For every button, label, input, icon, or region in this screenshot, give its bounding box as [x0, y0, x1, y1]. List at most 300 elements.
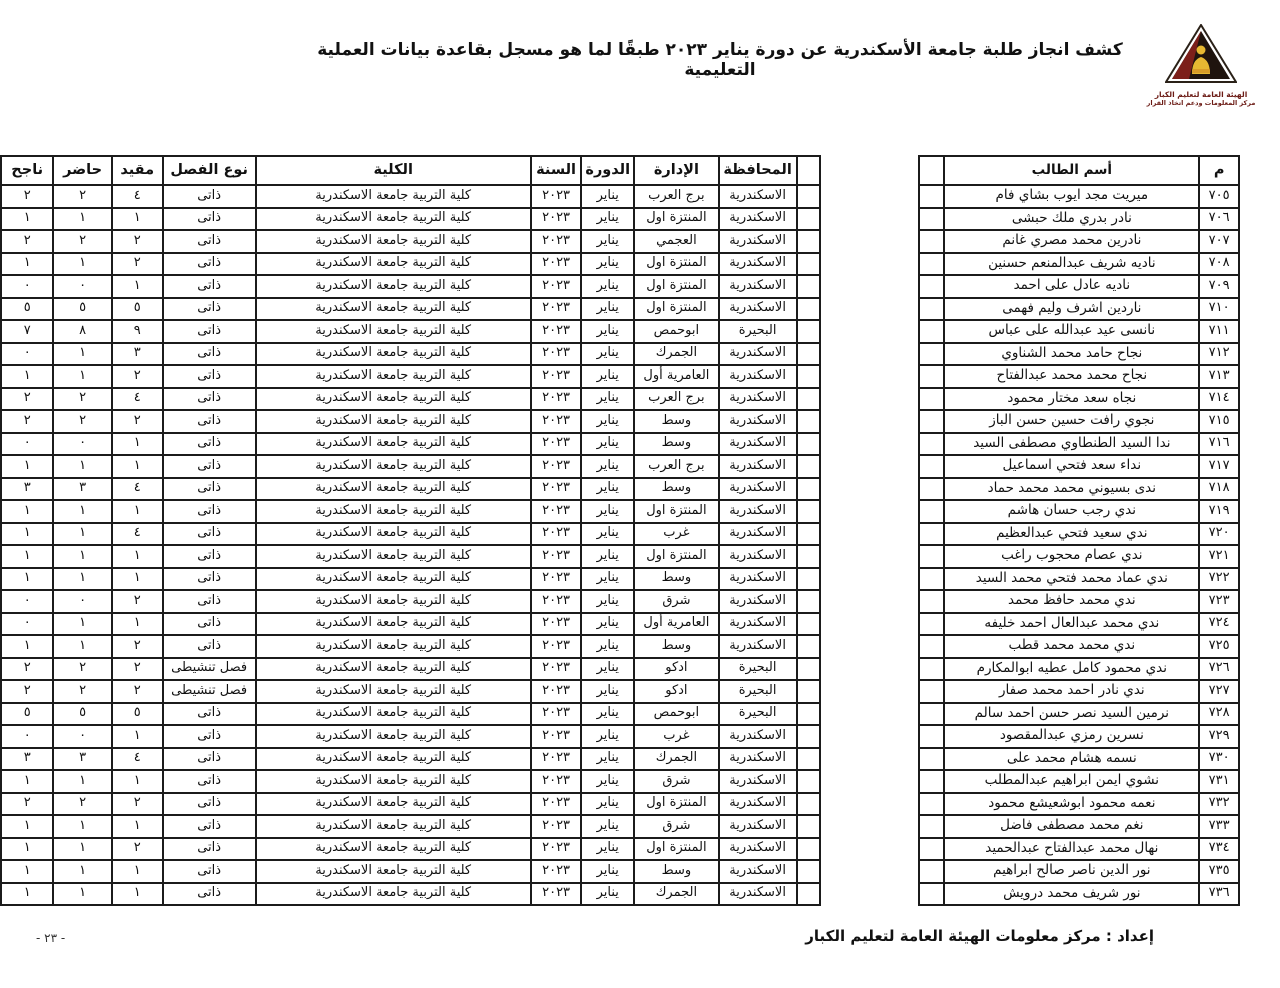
student-name-row	[919, 320, 1239, 343]
session-cell: يناير	[581, 208, 634, 231]
governorate-cell: الاسكندرية	[719, 523, 797, 546]
spacer-cell	[919, 815, 945, 838]
class-type-cell: ذاتى	[163, 275, 256, 298]
spacer-cell	[797, 838, 821, 861]
college-cell: كلية التربية جامعة الاسكندرية	[256, 320, 531, 343]
serial-cell: ٧٢٥	[1199, 635, 1239, 658]
passed-cell: ١	[1, 455, 53, 478]
administration-cell: ادكو	[634, 680, 719, 703]
spacer-cell	[797, 635, 821, 658]
class-type-cell: ذاتى	[163, 388, 256, 411]
year-cell: ٢٠٢٣	[531, 320, 582, 343]
serial-cell: ٧١٠	[1199, 298, 1239, 321]
session-cell: يناير	[581, 590, 634, 613]
header-year: السنة	[531, 156, 582, 185]
year-cell: ٢٠٢٣	[531, 793, 582, 816]
passed-cell: ١	[1, 523, 53, 546]
student-name-cell: نداء سعد فتحي اسماعيل	[944, 455, 1199, 478]
present-cell: ١	[53, 815, 111, 838]
present-cell: ١	[53, 500, 111, 523]
class-type-cell: ذاتى	[163, 523, 256, 546]
spacer-cell	[797, 703, 821, 726]
administration-cell: برج العرب	[634, 185, 719, 208]
college-cell: كلية التربية جامعة الاسكندرية	[256, 590, 531, 613]
header-row	[1, 156, 820, 185]
passed-cell: ٢	[1, 230, 53, 253]
student-name-row	[919, 185, 1239, 208]
year-cell: ٢٠٢٣	[531, 433, 582, 456]
student-details-row	[1, 478, 820, 501]
administration-cell: وسط	[634, 410, 719, 433]
governorate-cell: البحيرة	[719, 680, 797, 703]
enrolled-cell: ١	[112, 613, 163, 636]
governorate-cell: البحيرة	[719, 320, 797, 343]
administration-cell: ادكو	[634, 658, 719, 681]
college-cell: كلية التربية جامعة الاسكندرية	[256, 365, 531, 388]
enrolled-cell: ٢	[112, 590, 163, 613]
spacer-cell	[797, 410, 821, 433]
student-name-cell: نجاه سعد مختار محمود	[944, 388, 1199, 411]
passed-cell: ٢	[1, 680, 53, 703]
logo-org-line1: الهيئة العامة لتعليم الكبار	[1154, 90, 1248, 99]
student-name-row	[919, 433, 1239, 456]
class-type-cell: ذاتى	[163, 770, 256, 793]
administration-cell: الجمرك	[634, 883, 719, 906]
present-cell: ٠	[53, 275, 111, 298]
governorate-cell: الاسكندرية	[719, 883, 797, 906]
enrolled-cell: ١	[112, 455, 163, 478]
present-cell: ٣	[53, 748, 111, 771]
class-type-cell: ذاتى	[163, 208, 256, 231]
session-cell: يناير	[581, 185, 634, 208]
year-cell: ٢٠٢٣	[531, 388, 582, 411]
prepared-by-note: إعداد : مركز معلومات الهيئة العامة لتعليم الكبار	[805, 927, 1154, 945]
student-details-row	[1, 365, 820, 388]
present-cell: ٢	[53, 410, 111, 433]
class-type-cell: ذاتى	[163, 635, 256, 658]
student-name-cell: نور الدين ناصر صالح ابراهيم	[944, 860, 1199, 883]
present-cell: ٥	[53, 703, 111, 726]
passed-cell: ١	[1, 883, 53, 906]
spacer-cell	[797, 568, 821, 591]
year-cell: ٢٠٢٣	[531, 523, 582, 546]
administration-cell: المنتزة اول	[634, 545, 719, 568]
college-cell: كلية التربية جامعة الاسكندرية	[256, 860, 531, 883]
session-cell: يناير	[581, 298, 634, 321]
session-cell: يناير	[581, 793, 634, 816]
student-name-row	[919, 410, 1239, 433]
passed-cell: ٠	[1, 590, 53, 613]
students-table-area	[0, 155, 1240, 906]
passed-cell: ١	[1, 838, 53, 861]
student-name-row	[919, 230, 1239, 253]
passed-cell: ٥	[1, 703, 53, 726]
present-cell: ٠	[53, 590, 111, 613]
student-details-row	[1, 770, 820, 793]
spacer-cell	[797, 793, 821, 816]
student-name-row	[919, 545, 1239, 568]
student-name-cell: نعمه محمود ابوشعيشع محمود	[944, 793, 1199, 816]
year-cell: ٢٠٢٣	[531, 725, 582, 748]
class-type-cell: ذاتى	[163, 230, 256, 253]
college-cell: كلية التربية جامعة الاسكندرية	[256, 770, 531, 793]
student-name-row	[919, 523, 1239, 546]
year-cell: ٢٠٢٣	[531, 545, 582, 568]
class-type-cell: ذاتى	[163, 478, 256, 501]
student-name-row	[919, 883, 1239, 906]
enrolled-cell: ١	[112, 568, 163, 591]
session-cell: يناير	[581, 658, 634, 681]
header-college: الكلية	[256, 156, 531, 185]
session-cell: يناير	[581, 253, 634, 276]
administration-cell: المنتزة اول	[634, 500, 719, 523]
administration-cell: المنتزة اول	[634, 838, 719, 861]
enrolled-cell: ١	[112, 725, 163, 748]
header-passed: ناجح	[1, 156, 53, 185]
student-details-row	[1, 860, 820, 883]
college-cell: كلية التربية جامعة الاسكندرية	[256, 208, 531, 231]
session-cell: يناير	[581, 703, 634, 726]
passed-cell: ١	[1, 860, 53, 883]
college-cell: كلية التربية جامعة الاسكندرية	[256, 883, 531, 906]
student-details-row	[1, 545, 820, 568]
year-cell: ٢٠٢٣	[531, 680, 582, 703]
student-name-cell: ندى بسيوني محمد محمد حماد	[944, 478, 1199, 501]
header-spacer	[919, 156, 945, 185]
serial-cell: ٧٣٢	[1199, 793, 1239, 816]
administration-cell: المنتزة اول	[634, 253, 719, 276]
spacer-cell	[797, 433, 821, 456]
administration-cell: الجمرك	[634, 343, 719, 366]
names-table-header	[919, 156, 1239, 185]
session-cell: يناير	[581, 838, 634, 861]
passed-cell: ١	[1, 770, 53, 793]
enrolled-cell: ٤	[112, 478, 163, 501]
passed-cell: ٢	[1, 658, 53, 681]
governorate-cell: الاسكندرية	[719, 500, 797, 523]
serial-cell: ٧١٧	[1199, 455, 1239, 478]
spacer-cell	[797, 500, 821, 523]
governorate-cell: الاسكندرية	[719, 478, 797, 501]
student-name-cell: ندا السيد الطنطاوي مصطفى السيد	[944, 433, 1199, 456]
spacer-cell	[919, 725, 945, 748]
serial-cell: ٧١٥	[1199, 410, 1239, 433]
enrolled-cell: ٤	[112, 748, 163, 771]
session-cell: يناير	[581, 635, 634, 658]
present-cell: ١	[53, 568, 111, 591]
year-cell: ٢٠٢٣	[531, 410, 582, 433]
present-cell: ٢	[53, 388, 111, 411]
class-type-cell: ذاتى	[163, 500, 256, 523]
passed-cell: ٣	[1, 478, 53, 501]
college-cell: كلية التربية جامعة الاسكندرية	[256, 343, 531, 366]
page-title: كشف انجاز طلبة جامعة الأسكندرية عن دورة يناير ٢٠٢٣ طبقًا لما هو مسجل بقاعدة بيانات العملية التعليمية	[317, 40, 1123, 80]
governorate-cell: الاسكندرية	[719, 838, 797, 861]
serial-cell: ٧٢١	[1199, 545, 1239, 568]
governorate-cell: الاسكندرية	[719, 545, 797, 568]
administration-cell: شرق	[634, 815, 719, 838]
student-details-row	[1, 343, 820, 366]
serial-cell: ٧٣٤	[1199, 838, 1239, 861]
enrolled-cell: ١	[112, 545, 163, 568]
serial-cell: ٧١٣	[1199, 365, 1239, 388]
year-cell: ٢٠٢٣	[531, 838, 582, 861]
session-cell: يناير	[581, 815, 634, 838]
college-cell: كلية التربية جامعة الاسكندرية	[256, 568, 531, 591]
session-cell: يناير	[581, 680, 634, 703]
spacer-cell	[919, 433, 945, 456]
college-cell: كلية التربية جامعة الاسكندرية	[256, 838, 531, 861]
header-present: حاضر	[53, 156, 111, 185]
governorate-cell: الاسكندرية	[719, 613, 797, 636]
spacer-cell	[797, 185, 821, 208]
student-name-cell: ندي عصام محجوب راغب	[944, 545, 1199, 568]
logo-org-line2: مركز المعلومات ودعم اتخاذ القرار	[1146, 99, 1256, 108]
governorate-cell: الاسكندرية	[719, 230, 797, 253]
governorate-cell: الاسكندرية	[719, 568, 797, 591]
enrolled-cell: ١	[112, 770, 163, 793]
student-name-cell: ندي عماد محمد فتحي محمد السيد	[944, 568, 1199, 591]
class-type-cell: ذاتى	[163, 590, 256, 613]
year-cell: ٢٠٢٣	[531, 815, 582, 838]
serial-cell: ٧٢٠	[1199, 523, 1239, 546]
administration-cell: وسط	[634, 860, 719, 883]
serial-cell: ٧٢٨	[1199, 703, 1239, 726]
enrolled-cell: ١	[112, 500, 163, 523]
governorate-cell: الاسكندرية	[719, 725, 797, 748]
passed-cell: ٠	[1, 725, 53, 748]
session-cell: يناير	[581, 500, 634, 523]
spacer-cell	[797, 253, 821, 276]
governorate-cell: الاسكندرية	[719, 748, 797, 771]
spacer-cell	[919, 613, 945, 636]
present-cell: ١	[53, 635, 111, 658]
passed-cell: ٢	[1, 410, 53, 433]
spacer-cell	[797, 748, 821, 771]
college-cell: كلية التربية جامعة الاسكندرية	[256, 545, 531, 568]
spacer-cell	[797, 658, 821, 681]
college-cell: كلية التربية جامعة الاسكندرية	[256, 815, 531, 838]
spacer-cell	[919, 230, 945, 253]
administration-cell: العجمي	[634, 230, 719, 253]
year-cell: ٢٠٢٣	[531, 208, 582, 231]
spacer-cell	[919, 860, 945, 883]
student-details-row	[1, 613, 820, 636]
student-name-row	[919, 658, 1239, 681]
college-cell: كلية التربية جامعة الاسكندرية	[256, 725, 531, 748]
administration-cell: برج العرب	[634, 388, 719, 411]
header-enrolled: مقيد	[112, 156, 163, 185]
serial-cell: ٧٢٧	[1199, 680, 1239, 703]
header-administration: الإدارة	[634, 156, 719, 185]
present-cell: ٢	[53, 793, 111, 816]
college-cell: كلية التربية جامعة الاسكندرية	[256, 523, 531, 546]
student-name-cell: ندي محمد عبدالعال احمد خليفه	[944, 613, 1199, 636]
spacer-cell	[919, 523, 945, 546]
administration-cell: العامرية أول	[634, 365, 719, 388]
spacer-cell	[797, 590, 821, 613]
student-name-row	[919, 253, 1239, 276]
year-cell: ٢٠٢٣	[531, 275, 582, 298]
year-cell: ٢٠٢٣	[531, 365, 582, 388]
session-cell: يناير	[581, 883, 634, 906]
year-cell: ٢٠٢٣	[531, 455, 582, 478]
spacer-cell	[919, 455, 945, 478]
student-name-row	[919, 478, 1239, 501]
present-cell: ١	[53, 545, 111, 568]
student-details-row	[1, 793, 820, 816]
college-cell: كلية التربية جامعة الاسكندرية	[256, 680, 531, 703]
session-cell: يناير	[581, 343, 634, 366]
college-cell: كلية التربية جامعة الاسكندرية	[256, 253, 531, 276]
governorate-cell: الاسكندرية	[719, 815, 797, 838]
student-name-cell: ندي رجب حسان هاشم	[944, 500, 1199, 523]
governorate-cell: الاسكندرية	[719, 343, 797, 366]
student-details-row	[1, 883, 820, 906]
authority-logo-caption	[1138, 90, 1264, 108]
student-name-cell: ندي محمود كامل عطيه ابوالمكارم	[944, 658, 1199, 681]
student-name-cell: ميريت مجد ايوب بشاي فام	[944, 185, 1199, 208]
administration-cell: العامرية أول	[634, 613, 719, 636]
present-cell: ٢	[53, 680, 111, 703]
class-type-cell: ذاتى	[163, 883, 256, 906]
session-cell: يناير	[581, 410, 634, 433]
enrolled-cell: ٢	[112, 793, 163, 816]
enrolled-cell: ٤	[112, 523, 163, 546]
enrolled-cell: ١	[112, 208, 163, 231]
spacer-cell	[919, 590, 945, 613]
serial-cell: ٧٢٣	[1199, 590, 1239, 613]
student-details-row	[1, 230, 820, 253]
serial-cell: ٧٣١	[1199, 770, 1239, 793]
student-name-cell: نور شريف محمد درويش	[944, 883, 1199, 906]
serial-cell: ٧٠٧	[1199, 230, 1239, 253]
spacer-cell	[797, 478, 821, 501]
student-name-row	[919, 838, 1239, 861]
class-type-cell: ذاتى	[163, 545, 256, 568]
administration-cell: وسط	[634, 568, 719, 591]
student-name-row	[919, 635, 1239, 658]
college-cell: كلية التربية جامعة الاسكندرية	[256, 298, 531, 321]
class-type-cell: ذاتى	[163, 568, 256, 591]
student-name-cell: نجوي رافت حسين حسن الباز	[944, 410, 1199, 433]
student-details-row	[1, 635, 820, 658]
governorate-cell: الاسكندرية	[719, 793, 797, 816]
enrolled-cell: ٤	[112, 388, 163, 411]
enrolled-cell: ٢	[112, 838, 163, 861]
passed-cell: ١	[1, 500, 53, 523]
student-details-row	[1, 815, 820, 838]
student-name-row	[919, 298, 1239, 321]
year-cell: ٢٠٢٣	[531, 613, 582, 636]
college-cell: كلية التربية جامعة الاسكندرية	[256, 658, 531, 681]
class-type-cell: ذاتى	[163, 793, 256, 816]
year-cell: ٢٠٢٣	[531, 635, 582, 658]
student-details-row	[1, 680, 820, 703]
page-number: - ٢٣ -	[36, 931, 66, 945]
class-type-cell: فصل تنشيطى	[163, 658, 256, 681]
administration-cell: برج العرب	[634, 455, 719, 478]
class-type-cell: ذاتى	[163, 455, 256, 478]
spacer-cell	[919, 185, 945, 208]
administration-cell: المنتزة اول	[634, 298, 719, 321]
student-details-row	[1, 275, 820, 298]
student-name-cell: ندي نادر احمد محمد صفار	[944, 680, 1199, 703]
year-cell: ٢٠٢٣	[531, 298, 582, 321]
enrolled-cell: ٢	[112, 253, 163, 276]
student-details-row	[1, 320, 820, 343]
student-name-row	[919, 275, 1239, 298]
governorate-cell: الاسكندرية	[719, 185, 797, 208]
year-cell: ٢٠٢٣	[531, 500, 582, 523]
student-name-row	[919, 365, 1239, 388]
class-type-cell: ذاتى	[163, 815, 256, 838]
present-cell: ٠	[53, 433, 111, 456]
administration-cell: المنتزة اول	[634, 793, 719, 816]
student-name-row	[919, 590, 1239, 613]
class-type-cell: ذاتى	[163, 860, 256, 883]
college-cell: كلية التربية جامعة الاسكندرية	[256, 433, 531, 456]
session-cell: يناير	[581, 433, 634, 456]
session-cell: يناير	[581, 230, 634, 253]
spacer-cell	[919, 838, 945, 861]
student-details-row	[1, 838, 820, 861]
class-type-cell: ذاتى	[163, 253, 256, 276]
spacer-cell	[797, 545, 821, 568]
present-cell: ١	[53, 208, 111, 231]
students-details-table	[0, 155, 821, 906]
session-cell: يناير	[581, 523, 634, 546]
enrolled-cell: ١	[112, 883, 163, 906]
student-details-row	[1, 185, 820, 208]
present-cell: ١	[53, 613, 111, 636]
enrolled-cell: ١	[112, 815, 163, 838]
enrolled-cell: ٣	[112, 343, 163, 366]
serial-cell: ٧١٢	[1199, 343, 1239, 366]
enrolled-cell: ١	[112, 860, 163, 883]
spacer-cell	[919, 568, 945, 591]
serial-cell: ٧٢٩	[1199, 725, 1239, 748]
spacer-cell	[797, 815, 821, 838]
student-name-cell: ندي سعيد فتحي عبدالعظيم	[944, 523, 1199, 546]
enrolled-cell: ١	[112, 275, 163, 298]
session-cell: يناير	[581, 860, 634, 883]
student-name-row	[919, 613, 1239, 636]
year-cell: ٢٠٢٣	[531, 343, 582, 366]
college-cell: كلية التربية جامعة الاسكندرية	[256, 478, 531, 501]
administration-cell: شرق	[634, 590, 719, 613]
student-details-row	[1, 253, 820, 276]
spacer-cell	[797, 770, 821, 793]
session-cell: يناير	[581, 478, 634, 501]
student-name-row	[919, 748, 1239, 771]
student-details-row	[1, 455, 820, 478]
enrolled-cell: ٥	[112, 298, 163, 321]
serial-cell: ٧٢٤	[1199, 613, 1239, 636]
year-cell: ٢٠٢٣	[531, 860, 582, 883]
governorate-cell: الاسكندرية	[719, 388, 797, 411]
class-type-cell: ذاتى	[163, 748, 256, 771]
governorate-cell: الاسكندرية	[719, 433, 797, 456]
student-name-row	[919, 770, 1239, 793]
student-details-row	[1, 568, 820, 591]
passed-cell: ٥	[1, 298, 53, 321]
present-cell: ١	[53, 455, 111, 478]
enrolled-cell: ٢	[112, 680, 163, 703]
passed-cell: ٢	[1, 185, 53, 208]
header-row	[919, 156, 1239, 185]
class-type-cell: ذاتى	[163, 725, 256, 748]
